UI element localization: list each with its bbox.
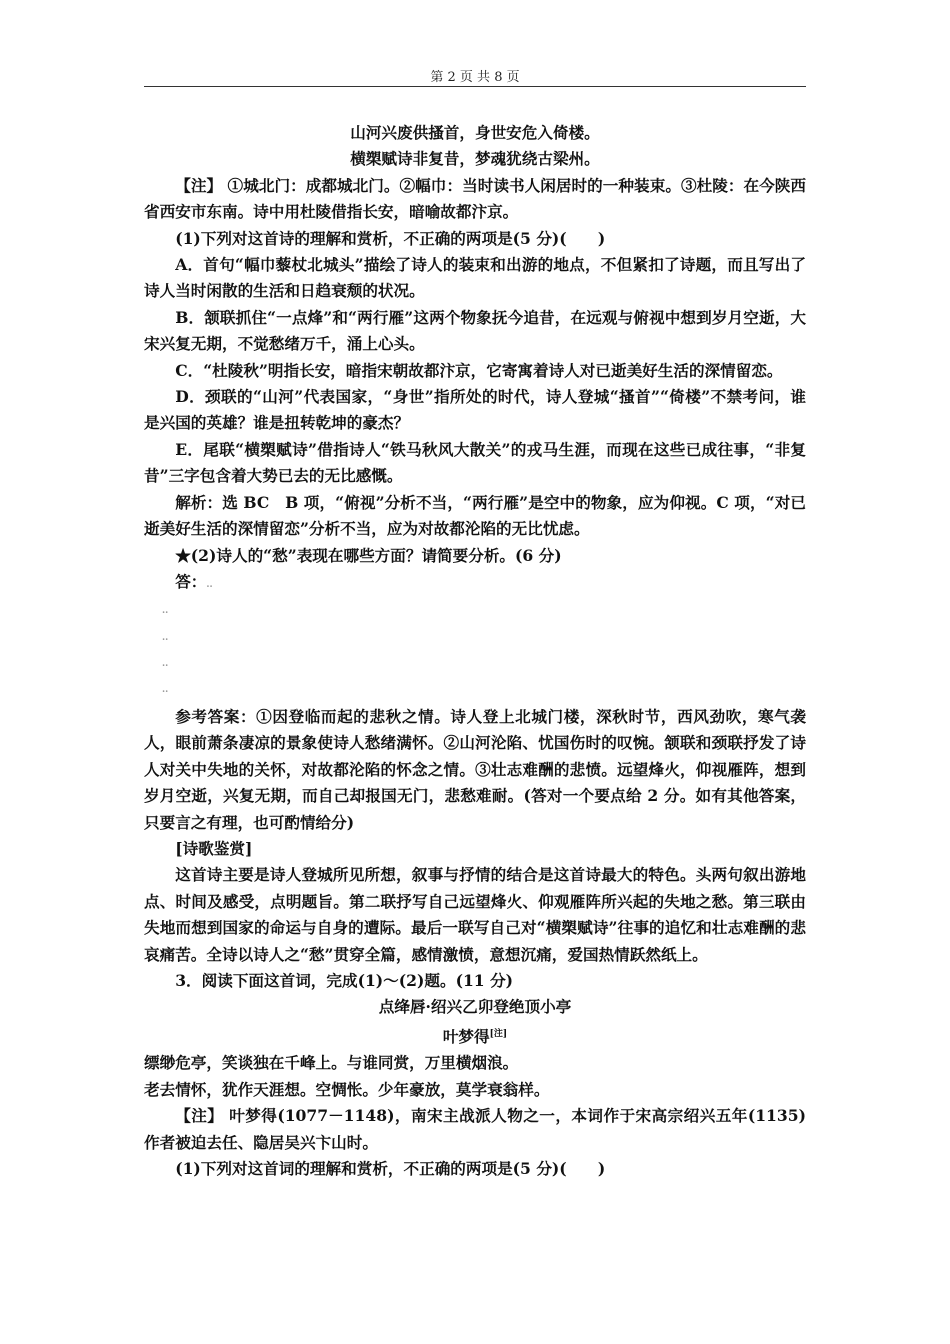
answer-blank-mark: .. [206,579,213,590]
header-divider [144,86,806,87]
ci-title: 点绛唇·绍兴乙卯登绝顶小亭 [378,997,572,1017]
ci-author [144,1021,806,1051]
poem-line-2: 横槊赋诗非复昔，梦魂犹绕古梁州。 [350,149,600,169]
option-a: A．首句“幅巾藜杖北城头”描绘了诗人的装束和出游的地点，不但紧扣了诗题，而且写出了诗人当时闲散的生活和日趋衰颓的状况。 [144,255,806,301]
ci-note: 【注】 叶梦得(1077－1148)，南宋主战派人物之一，本词作于宋高宗绍兴五年(1135)作者被迫去任、隐居吴兴卞山时。 [144,1106,806,1152]
answer-label-text: 答： [175,571,207,591]
page-indicator: 第 2 页 共 8 页 [430,70,520,85]
option-c: C．“杜陵秋”明指长安，暗指宋朝故都汴京，它寄寓着诗人对已逝美好生活的深情留恋。 [175,360,783,380]
question-2-stem: ★(2)诗人的“愁”表现在哪些方面？请简要分析。(6 分) [175,545,562,565]
ci-author-name: 叶梦得 [442,1026,490,1046]
appreciation-title: [诗歌鉴赏] [175,838,253,858]
answer-blank-line-3: .. [162,659,169,670]
answer-label [144,569,806,598]
option-b: B．颔联抓住“一点烽”和“两行雁”这两个物象抚今追昔，在远观与俯视中想到岁月空逝，大宋兴复无期，不觉愁绪万千，涌上心头。 [144,307,806,354]
option-e: E．尾联“横槊赋诗”借指诗人“铁马秋风大散关”的戎马生涯，而现在这些已成往事，“非复昔”三字包含着大势已去的无比感慨。 [144,439,806,486]
ci-author-note-marker: [注] [489,1028,508,1039]
section-3-intro: 3．阅读下面这首词，完成(1)～(2)题。(11 分) [175,970,514,990]
poem-note: 【注】 ①城北门：成都城北门。②幅巾：当时读书人闲居时的一种装束。③杜陵：在今陕西省西安市东南。诗中用杜陵借指长安，暗喻故都汴京。 [144,175,806,222]
answer-blank-line-1: .. [162,606,169,617]
answer-blank-line-4: .. [162,685,169,696]
question-1-stem: (1)下列对这首诗的理解和赏析，不正确的两项是(5 分)( ) [175,228,606,248]
ci-line-2: 老去情怀，犹作天涯想。空惆怅。少年豪放，莫学衰翁样。 [144,1079,550,1099]
answer-blank-line-2: .. [162,632,169,643]
option-d: D．颈联的“山河”代表国家，“身世”指所处的时代，诗人登城“搔首”“倚楼”不禁考问，谁是兴国的英雄？谁是扭转乾坤的豪杰？ [144,387,806,433]
document-body [144,120,806,1182]
reference-answer: 参考答案：①因登临而起的悲秋之情。诗人登上北城门楼，深秋时节，西风劲吹，寒气袭人，眼前萧条凄凉的景象使诗人愁绪满怀。②山河沦陷、忧国伤时的叹惋。颔联和颈联抒发了诗人对关中失地的关怀，对故都沦陷的怀念之情。③壮志难酬的悲愤。远望烽火，仰视雁阵，想到岁月空逝，兴复无期，而自己却报国无门，悲愁难耐。(答对一个要点给 2 分。如有其他答案，只要言之有理，也可酌情给分) [144,706,806,832]
question-1-analysis: 解析：选 BC B 项，“俯视”分析不当，“两行雁”是空中的物象，应为仰视。C 项，“对已逝美好生活的深情留恋”分析不当，应为对故都沦陷的无比忧虑。 [144,492,806,539]
appreciation-body: 这首诗主要是诗人登城所见所想，叙事与抒情的结合是这首诗最大的特色。头两句叙出游地点、时间及感受，点明题旨。第二联抒写自己远望烽火、仰观雁阵所兴起的失地之愁。第三联由失地而想到国家的命运与自身的遭际。最后一联写自己对“横槊赋诗”往事的追忆和壮志难酬的悲哀痛苦。全诗以诗人之“愁”贯穿全篇，感情激愤，意想沉痛，爱国热情跃然纸上。 [144,865,806,964]
poem-line-1: 山河兴废供搔首，身世安危入倚楼。 [350,123,600,142]
ci-line-1: 缥缈危亭，笑谈独在千峰上。与谁同赏，万里横烟浪。 [144,1053,519,1073]
section-3-question-1-stem: (1)下列对这首词的理解和赏析，不正确的两项是(5 分)( ) [175,1158,606,1178]
